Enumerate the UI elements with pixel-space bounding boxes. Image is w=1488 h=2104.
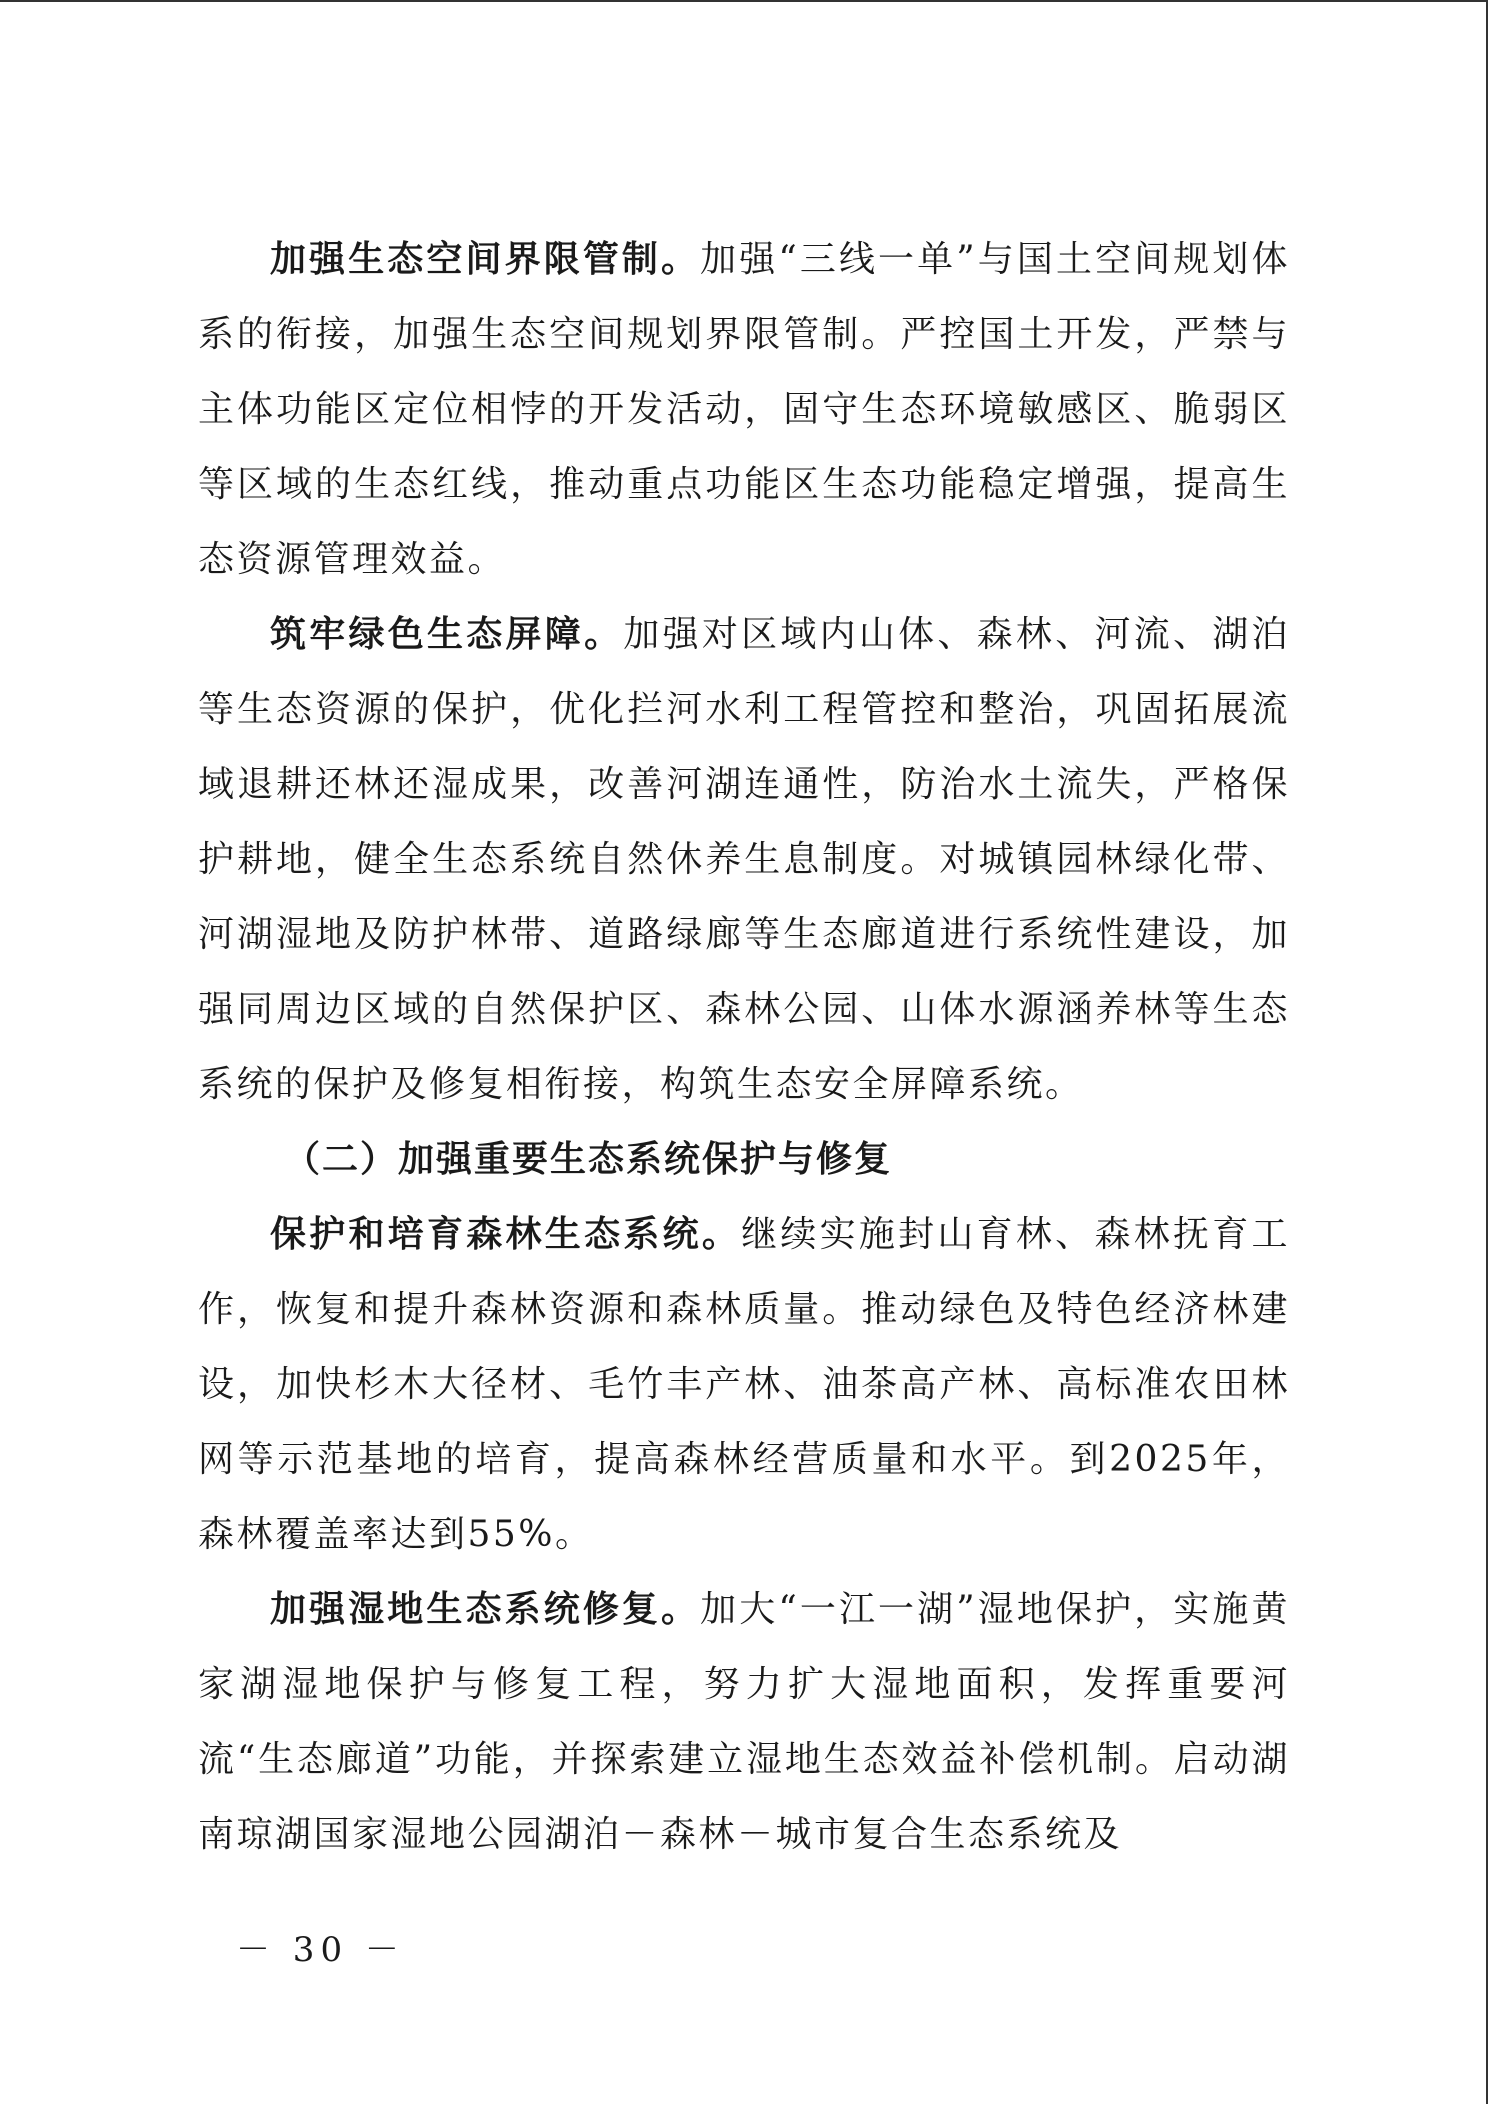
body-text <box>198 222 1290 1872</box>
paragraph-lead: 保护和培育森林生态系统。 <box>270 1213 742 1255</box>
paragraph-body: 加强对区域内山体、森林、河流、湖泊等生态资源的保护，优化拦河水利工程管控和整治，巩固拓展流域退耕还林还湿成果，改善河湖连通性，防治水土流失，严格保护耕地，健全生态系统自然休养生息制度。对城镇园林绿化带、河湖湿地及防护林带、道路绿廊等生态廊道进行系统性建设，加强同周边区域的自然保护区、森林公园、山体水源涵养林等生态系统的保护及修复相衔接，构筑生态安全屏障系统。 <box>198 614 1290 1105</box>
paragraph-ecological-space-control <box>198 222 1290 597</box>
paragraph-wetland-restoration <box>198 1572 1290 1872</box>
paragraph-green-barrier <box>198 597 1290 1122</box>
paragraph-body: 加强“三线一单”与国土空间规划体系的衔接，加强生态空间规划界限管制。严控国土开发，严禁与主体功能区定位相悖的开发活动，固守生态环境敏感区、脆弱区等区域的生态红线，推动重点功能区生态功能稳定增强，提高生态资源管理效益。 <box>198 239 1290 580</box>
page-number: － 30 － <box>236 1930 405 1970</box>
paragraph-body: 加大“一江一湖”湿地保护，实施黄家湖湿地保护与修复工程，努力扩大湿地面积，发挥重要河流“生态廊道”功能，并探索建立湿地生态效益补偿机制。启动湖南琼湖国家湿地公园湖泊－森林－城市复合生态系统及 <box>198 1589 1290 1855</box>
section-heading: （二）加强重要生态系统保护与修复 <box>284 1138 893 1180</box>
paragraph-lead: 加强湿地生态系统修复。 <box>270 1588 701 1630</box>
paragraph-lead: 加强生态空间界限管制。 <box>270 238 701 280</box>
paragraph-forest-ecosystem <box>198 1197 1290 1572</box>
paragraph-body: 继续实施封山育林、森林抚育工作，恢复和提升森林资源和森林质量。推动绿色及特色经济林建设，加快杉木大径材、毛竹丰产林、油茶高产林、高标准农田林网等示范基地的培育，提高森林经营质量和水平。到2025年，森林覆盖率达到55%。 <box>198 1214 1290 1555</box>
paragraph-lead: 筑牢绿色生态屏障。 <box>270 613 624 655</box>
